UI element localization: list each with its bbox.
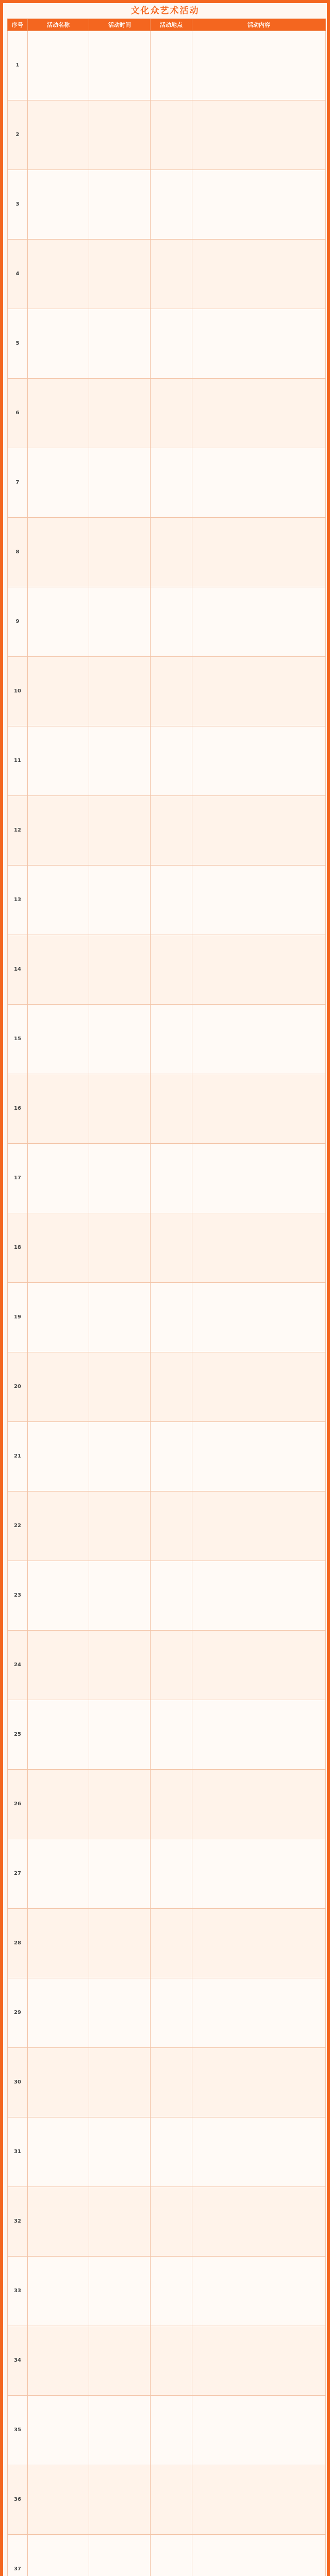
cell-name xyxy=(28,2048,89,2117)
table-row xyxy=(8,1561,326,1631)
cell-no: 7 xyxy=(8,448,28,518)
cell-desc xyxy=(192,240,326,309)
cell-desc xyxy=(192,726,326,796)
cell-no: 24 xyxy=(8,1631,28,1700)
cell-name xyxy=(28,2396,89,2465)
cell-no: 22 xyxy=(8,1492,28,1561)
cell-place xyxy=(151,31,192,100)
cell-time xyxy=(89,1352,151,1422)
cell-desc xyxy=(192,587,326,657)
cell-name xyxy=(28,100,89,170)
cell-no: 35 xyxy=(8,2396,28,2465)
cell-place xyxy=(151,1074,192,1144)
cell-desc xyxy=(192,31,326,100)
cell-desc xyxy=(192,1213,326,1283)
cell-no: 37 xyxy=(8,2535,28,2576)
table-row xyxy=(8,448,326,518)
cell-name xyxy=(28,1492,89,1561)
cell-name xyxy=(28,1978,89,2048)
cell-place xyxy=(151,1352,192,1422)
table-row xyxy=(8,796,326,866)
cell-desc xyxy=(192,1422,326,1492)
cell-name xyxy=(28,1770,89,1839)
cell-time xyxy=(89,31,151,100)
cell-no: 6 xyxy=(8,379,28,448)
cell-time xyxy=(89,1422,151,1492)
cell-time xyxy=(89,518,151,587)
cell-no: 5 xyxy=(8,309,28,379)
cell-place xyxy=(151,2326,192,2396)
cell-name xyxy=(28,935,89,1005)
cell-no: 25 xyxy=(8,1700,28,1770)
table-row xyxy=(8,1700,326,1770)
table-row xyxy=(8,2326,326,2396)
cell-no: 31 xyxy=(8,2117,28,2187)
cell-time xyxy=(89,448,151,518)
table-row xyxy=(8,1770,326,1839)
table-row xyxy=(8,1978,326,2048)
cell-place xyxy=(151,2535,192,2576)
cell-desc xyxy=(192,1074,326,1144)
table-row xyxy=(8,2257,326,2326)
table-row xyxy=(8,31,326,100)
cell-desc xyxy=(192,448,326,518)
cell-place xyxy=(151,1283,192,1352)
cell-name xyxy=(28,1213,89,1283)
table-row xyxy=(8,2048,326,2117)
cell-time xyxy=(89,309,151,379)
table-row xyxy=(8,1422,326,1492)
cell-no: 36 xyxy=(8,2465,28,2535)
cell-place xyxy=(151,518,192,587)
cell-time xyxy=(89,1631,151,1700)
table-row xyxy=(8,170,326,240)
table-row xyxy=(8,379,326,448)
cell-no: 16 xyxy=(8,1074,28,1144)
cell-desc xyxy=(192,1005,326,1074)
cell-no: 1 xyxy=(8,31,28,100)
cell-name xyxy=(28,866,89,935)
cell-no: 14 xyxy=(8,935,28,1005)
table-row xyxy=(8,1909,326,1978)
cell-time xyxy=(89,2117,151,2187)
cell-no: 20 xyxy=(8,1352,28,1422)
table-row xyxy=(8,2535,326,2576)
cell-time xyxy=(89,1909,151,1978)
cell-name xyxy=(28,240,89,309)
cell-no: 27 xyxy=(8,1839,28,1909)
cell-desc xyxy=(192,935,326,1005)
cell-name xyxy=(28,518,89,587)
header-place: 活动地点 xyxy=(151,19,192,31)
cell-place xyxy=(151,866,192,935)
cell-name xyxy=(28,1422,89,1492)
cell-time xyxy=(89,1978,151,2048)
cell-name xyxy=(28,448,89,518)
cell-place xyxy=(151,2117,192,2187)
cell-time xyxy=(89,1074,151,1144)
cell-time xyxy=(89,2396,151,2465)
cell-place xyxy=(151,379,192,448)
cell-no: 17 xyxy=(8,1144,28,1213)
cell-desc xyxy=(192,1909,326,1978)
cell-place xyxy=(151,587,192,657)
table-row xyxy=(8,1005,326,1074)
table-row xyxy=(8,100,326,170)
cell-desc xyxy=(192,1700,326,1770)
cell-place xyxy=(151,1213,192,1283)
cell-time xyxy=(89,1283,151,1352)
cell-name xyxy=(28,170,89,240)
cell-place xyxy=(151,1631,192,1700)
cell-no: 12 xyxy=(8,796,28,866)
cell-time xyxy=(89,1213,151,1283)
cell-place xyxy=(151,170,192,240)
cell-place xyxy=(151,2187,192,2257)
cell-no: 2 xyxy=(8,100,28,170)
cell-no: 34 xyxy=(8,2326,28,2396)
cell-desc xyxy=(192,2396,326,2465)
table-header-row xyxy=(8,19,326,31)
cell-name xyxy=(28,2187,89,2257)
header-name: 活动名称 xyxy=(28,19,89,31)
cell-place xyxy=(151,2465,192,2535)
cell-desc xyxy=(192,796,326,866)
cell-time xyxy=(89,379,151,448)
table-row xyxy=(8,1074,326,1144)
cell-time xyxy=(89,2326,151,2396)
cell-time xyxy=(89,1770,151,1839)
table-row xyxy=(8,1352,326,1422)
cell-desc xyxy=(192,1631,326,1700)
cell-name xyxy=(28,1352,89,1422)
table-row xyxy=(8,1213,326,1283)
cell-desc xyxy=(192,1770,326,1839)
table-row xyxy=(8,1283,326,1352)
cell-name xyxy=(28,1005,89,1074)
table-row xyxy=(8,2117,326,2187)
cell-place xyxy=(151,1978,192,2048)
cell-no: 23 xyxy=(8,1561,28,1631)
table-row xyxy=(8,309,326,379)
cell-no: 26 xyxy=(8,1770,28,1839)
cell-time xyxy=(89,240,151,309)
cell-name xyxy=(28,726,89,796)
cell-name xyxy=(28,1839,89,1909)
cell-time xyxy=(89,2187,151,2257)
cell-desc xyxy=(192,657,326,726)
cell-no: 32 xyxy=(8,2187,28,2257)
cell-time xyxy=(89,726,151,796)
cell-time xyxy=(89,1561,151,1631)
table-row xyxy=(8,935,326,1005)
cell-desc xyxy=(192,100,326,170)
cell-no: 21 xyxy=(8,1422,28,1492)
cell-no: 8 xyxy=(8,518,28,587)
cell-desc xyxy=(192,1839,326,1909)
cell-desc xyxy=(192,2257,326,2326)
cell-desc xyxy=(192,2535,326,2576)
cell-name xyxy=(28,657,89,726)
cell-time xyxy=(89,2535,151,2576)
cell-desc xyxy=(192,866,326,935)
cell-name xyxy=(28,796,89,866)
table-row xyxy=(8,726,326,796)
cell-place xyxy=(151,1492,192,1561)
cell-time xyxy=(89,796,151,866)
cell-name xyxy=(28,1144,89,1213)
table-row xyxy=(8,1839,326,1909)
cell-desc xyxy=(192,2187,326,2257)
cell-time xyxy=(89,657,151,726)
cell-time xyxy=(89,866,151,935)
cell-time xyxy=(89,2257,151,2326)
cell-no: 4 xyxy=(8,240,28,309)
cell-name xyxy=(28,2535,89,2576)
table-row xyxy=(8,240,326,309)
cell-desc xyxy=(192,2326,326,2396)
cell-desc xyxy=(192,1561,326,1631)
cell-time xyxy=(89,587,151,657)
cell-desc xyxy=(192,1283,326,1352)
cell-no: 29 xyxy=(8,1978,28,2048)
table-row xyxy=(8,1144,326,1213)
cell-place xyxy=(151,100,192,170)
cell-no: 11 xyxy=(8,726,28,796)
cell-place xyxy=(151,1770,192,1839)
cell-desc xyxy=(192,2048,326,2117)
cell-no: 28 xyxy=(8,1909,28,1978)
cell-name xyxy=(28,31,89,100)
cell-name xyxy=(28,309,89,379)
table-body xyxy=(8,31,326,2576)
cell-name xyxy=(28,1909,89,1978)
cell-desc xyxy=(192,2117,326,2187)
cell-time xyxy=(89,1144,151,1213)
cell-name xyxy=(28,1074,89,1144)
cell-no: 10 xyxy=(8,657,28,726)
cell-place xyxy=(151,1422,192,1492)
cell-no: 18 xyxy=(8,1213,28,1283)
cell-name xyxy=(28,2465,89,2535)
header-no: 序号 xyxy=(8,19,28,31)
cell-desc xyxy=(192,2465,326,2535)
cell-time xyxy=(89,935,151,1005)
cell-time xyxy=(89,1700,151,1770)
cell-desc xyxy=(192,379,326,448)
cell-no: 3 xyxy=(8,170,28,240)
cell-desc xyxy=(192,1352,326,1422)
cell-time xyxy=(89,2048,151,2117)
cell-no: 33 xyxy=(8,2257,28,2326)
cell-time xyxy=(89,100,151,170)
table-row xyxy=(8,2396,326,2465)
table-row xyxy=(8,518,326,587)
cell-place xyxy=(151,1909,192,1978)
cell-place xyxy=(151,796,192,866)
cell-name xyxy=(28,587,89,657)
cell-no: 30 xyxy=(8,2048,28,2117)
cell-time xyxy=(89,170,151,240)
table-row xyxy=(8,2465,326,2535)
cell-place xyxy=(151,2048,192,2117)
header-desc: 活动内容 xyxy=(192,19,326,31)
cell-place xyxy=(151,1561,192,1631)
cell-name xyxy=(28,1283,89,1352)
page-title: 文化众艺术活动 xyxy=(130,6,200,16)
cell-desc xyxy=(192,309,326,379)
cell-name xyxy=(28,1631,89,1700)
events-table xyxy=(7,19,326,2576)
cell-time xyxy=(89,1839,151,1909)
table-row xyxy=(8,587,326,657)
table-row xyxy=(8,1631,326,1700)
cell-place xyxy=(151,726,192,796)
cell-desc xyxy=(192,170,326,240)
cell-name xyxy=(28,379,89,448)
table-row xyxy=(8,2187,326,2257)
cell-place xyxy=(151,1839,192,1909)
cell-place xyxy=(151,1005,192,1074)
cell-time xyxy=(89,1005,151,1074)
cell-name xyxy=(28,2326,89,2396)
cell-desc xyxy=(192,1144,326,1213)
cell-no: 13 xyxy=(8,866,28,935)
cell-desc xyxy=(192,1492,326,1561)
cell-place xyxy=(151,1700,192,1770)
cell-no: 15 xyxy=(8,1005,28,1074)
cell-place xyxy=(151,935,192,1005)
cell-no: 19 xyxy=(8,1283,28,1352)
cell-name xyxy=(28,1700,89,1770)
cell-place xyxy=(151,309,192,379)
cell-place xyxy=(151,2257,192,2326)
cell-name xyxy=(28,2257,89,2326)
cell-place xyxy=(151,657,192,726)
cell-desc xyxy=(192,1978,326,2048)
header-time: 活动时间 xyxy=(89,19,151,31)
table-row xyxy=(8,657,326,726)
cell-time xyxy=(89,1492,151,1561)
cell-time xyxy=(89,2465,151,2535)
cell-place xyxy=(151,1144,192,1213)
table-row xyxy=(8,1492,326,1561)
cell-no: 9 xyxy=(8,587,28,657)
cell-place xyxy=(151,448,192,518)
cell-name xyxy=(28,1561,89,1631)
cell-place xyxy=(151,240,192,309)
cell-desc xyxy=(192,518,326,587)
cell-place xyxy=(151,2396,192,2465)
table-row xyxy=(8,866,326,935)
cell-name xyxy=(28,2117,89,2187)
